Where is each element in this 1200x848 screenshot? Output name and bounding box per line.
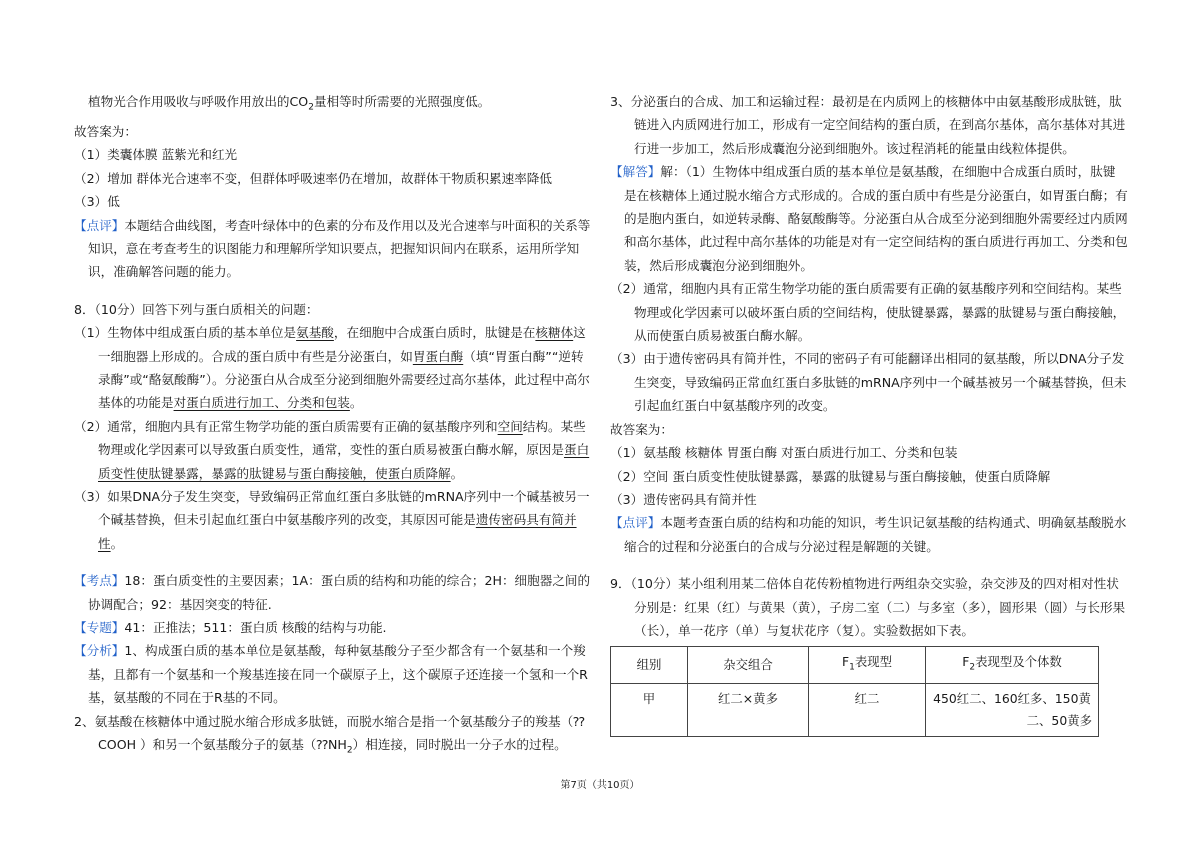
review-block: 【点评】本题考查蛋白质的结构和功能的知识，考生识记氨基酸的结构通式、明确氨基酸脱水缩合的过程和分泌蛋白的合成与分泌过程是解题的关键。 (610, 515, 1127, 554)
kaodian-block: 【考点】18：蛋白质变性的主要因素；1A：蛋白质的结构和功能的综合；2H：细胞器之间的协调配合；92：基因突变的特征. (74, 573, 591, 612)
table-header-cell: 组别 (611, 647, 688, 683)
right-column (610, 90, 1128, 737)
answer-line: （3）遗传密码具有简并性 (610, 491, 757, 507)
fenxi-block: 【分析】1、构成蛋白质的基本单位是氨基酸，每种氨基酸分子至少都含有一个氨基和一个羧基，且都有一个氨基和一个羧基连接在同一个碳原子上，这个碳原子还连接一个氢和一个R基，氨基酸的不同在于R基的不同。 (74, 643, 588, 706)
zhuanti-block: 【专题】41：正推法；511：蛋白质 核酸的结构与功能. (74, 620, 387, 636)
table-cell: 红二 (809, 683, 926, 736)
page-footer: 第7页（共10页） (560, 780, 640, 791)
answer-line: （1）氨基酸 核糖体 胃蛋白酶 对蛋白质进行加工、分类和包装 (610, 445, 958, 461)
answer-label: 故答案为： (74, 123, 137, 139)
answer-line: （2）增加 群体光合速率不变，但群体呼吸速率仍在增加，故群体干物质积累速率降低 (74, 170, 552, 186)
fenxi-point-2: 2、氨基酸在核糖体中通过脱水缩合形成多肽链，而脱水缩合是指一个氨基酸分子的羧基（⁇COOH ）和另一个氨基酸分子的氨基$(⁇NH_2)$相连接，同时脱出一分子水的过程。 (74, 713, 585, 756)
table-header-cell: $F_2$表现型及个体数 (926, 647, 1099, 683)
table-header-cell: 杂交组合 (688, 647, 809, 683)
jieda-part-3: （3）由于遗传密码具有简并性，不同的密码子有可能翻译出相同的氨基酸，所以DNA分子发生突变，导致编码正常血红蛋白多肽链的mRNA序列中一个碱基被另一个碱基替换，但未引起血红蛋白中氨基酸序列的改变。 (610, 351, 1127, 414)
answer-line: （3）低 (74, 194, 120, 210)
question-8-part-1: （1）生物体中组成蛋白质的基本单位是氨基酸，在细胞中合成蛋白质时，肽键是在核糖体这一细胞器上形成的。合成的蛋白质中有些是分泌蛋白，如胃蛋白酶（填“胃蛋白酶”“逆转录酶”或“酪氨酸酶”）。分泌蛋白从合成至分泌到细胞外需要经过高尔基体，此过程中高尔基体的功能是对蛋白质进行加工、分类和包装。 (74, 325, 590, 411)
jieda-block: 【解答】解：（1）生物体中组成蛋白质的基本单位是氨基酸，在细胞中合成蛋白质时，肽键是在核糖体上通过脱水缩合方式形成的。合成的蛋白质中有些是分泌蛋白，如胃蛋白酶；有的是胞内蛋白，如逆转录酶、酪氨酸酶等。分泌蛋白从合成至分泌到细胞外需要经过内质网和高尔基体，此过程中高尔基体的功能是对有一定空间结构的蛋白质进行再加工、分类和包装，然后形成囊泡分泌到细胞外。 (610, 164, 1128, 273)
jieda-part-2: （2）通常，细胞内具有正常生物学功能的蛋白质需要有正确的氨基酸序列和空间结构。某些物理或化学因素可以破坏蛋白质的空间结构，使肽键暴露，暴露的肽键易与蛋白酶接触，从而使蛋白质易被蛋白酶水解。 (610, 281, 1126, 344)
table-cell: 红二×黄多 (688, 683, 809, 736)
question-8-heading: 8．（10分）回答下列与蛋白质相关的问题： (74, 301, 319, 317)
answer-line: （2）空间 蛋白质变性使肽键暴露，暴露的肽键易与蛋白酶接触，使蛋白质降解 (610, 468, 1051, 484)
question-8-part-3: （3）如果DNA分子发生突变，导致编码正常血红蛋白多肽链的mRNA序列中一个碱基被另一个碱基替换，但未引起血红蛋白中氨基酸序列的改变，其原因可能是遗传密码具有简并性。 (74, 489, 590, 551)
fenxi-point-3: 3、分泌蛋白的合成、加工和运输过程：最初是在内质网上的核糖体中由氨基酸形成肽链，肽链进入内质网进行加工，形成有一定空间结构的蛋白质，在到高尔基体，高尔基体对其进行进一步加工，然后形成囊泡分泌到细胞外。该过程消耗的能量由线粒体提供。 (610, 94, 1126, 156)
answer-label: 故答案为： (610, 421, 673, 437)
table-cell: 450红二、160红多、150黄 二、50黄多 (926, 683, 1099, 736)
question-9-text: 9．（10分）某小组利用某二倍体自花传粉植物进行两组杂交实验，杂交涉及的四对相对性状分别是：红果（红）与黄果（黄），子房二室（二）与多室（多），圆形果（圆）与长形果（长），单一花序（单）与复状花序（复）。实验数据如下表。 (610, 576, 1126, 638)
answer-line: （1）类囊体膜 蓝紫光和红光 (74, 147, 238, 163)
data-table (610, 646, 1099, 736)
table-cell: 甲 (611, 683, 688, 736)
left-column (74, 90, 596, 763)
question-8-part-2: （2）通常，细胞内具有正常生物学功能的蛋白质需要有正确的氨基酸序列和空间结构。某些物理或化学因素可以导致蛋白质变性，通常，变性的蛋白质易被蛋白酶水解，原因是蛋白质变性使肽键暴露，暴露的肽键易与蛋白酶接触，使蛋白质降解。 (74, 418, 590, 481)
review-block: 【点评】本题结合曲线图，考查叶绿体中的色素的分布及作用以及光合速率与叶面积的关系等知识，意在考查考生的识图能力和理解所学知识要点，把握知识间内在联系，运用所学知识，准确解答问题的能力。 (74, 217, 591, 280)
table-row (611, 683, 1099, 736)
table-header-row (611, 647, 1099, 683)
paragraph: 植物光合作用吸收与呼吸作用放出的$CO_2$量相等时所需要的光照强度低。 (88, 94, 491, 113)
table-header-cell: $F_1$表现型 (809, 647, 926, 683)
